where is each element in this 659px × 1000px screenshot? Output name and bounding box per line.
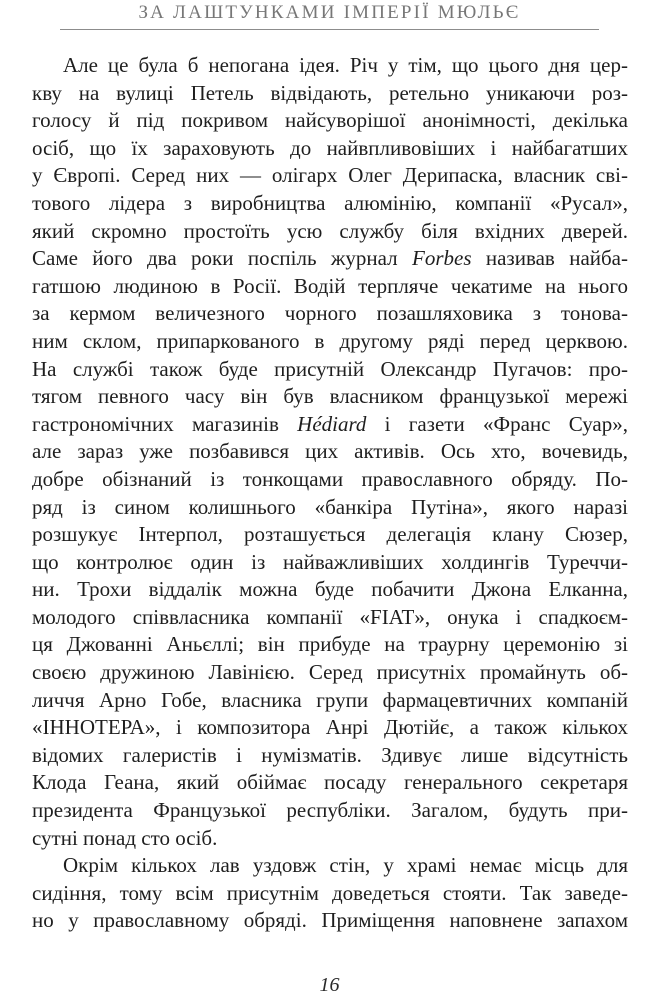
text-run: тягом певного часу він був власником французької мережі [32,384,628,409]
text-line [32,797,628,825]
text-line [32,576,628,604]
text-line [32,356,628,384]
text-line [32,494,628,522]
text-run: президента Французької республіки. Загалом, будуть при- [32,798,628,823]
text-run: своєю дружиною Лавінією. Серед присутніх промайнуть об- [32,660,628,685]
text-line [32,521,628,549]
text-run: добре обізнаний із тонкощами православного обряду. По- [32,466,628,491]
text-line [32,604,628,632]
text-line [32,549,628,577]
text-run: за кермом величезного чорного позашляховика з тонова- [32,301,628,326]
text-line [32,162,628,190]
text-run: кву на вулиці Петель відвідають, ретельно уникаючи роз- [32,80,628,105]
text-line [32,907,628,935]
text-run: Але це була б непогана ідея. Річ у тім, що цього дня цер- [63,53,628,77]
text-line [32,714,628,742]
text-line [32,245,628,273]
text-line [32,880,628,908]
text-run: ряд із сином колишнього «банкіра Путіна», якого наразі [32,494,628,519]
text-line [32,107,628,135]
text-run: Саме його два роки поспіль журнал [32,246,412,271]
text-run: гатшою людиною в Росії. Водій терпляче чекатиме на нього [32,273,628,298]
text-line [32,466,628,494]
text-run: молодого співвласника компанії «FIAT», онука і спадкоєм- [32,604,628,629]
text-line [32,218,628,246]
header-divider [60,29,599,30]
text-run: Клода Геана, який обіймає посаду генерального секретаря [32,770,628,795]
text-line [32,80,628,108]
text-line [32,687,628,715]
page-number: 16 [319,974,340,996]
text-run: називав найба- [471,246,628,271]
text-run: ця Джованні Аньєллі; він прибуде на траурну церемонію зі [32,632,628,657]
text-line [32,300,628,328]
italic-text-run: Forbes [412,246,472,271]
italic-text-run: Hédiard [297,411,367,436]
text-line [32,438,628,466]
text-line [32,659,628,687]
text-line [32,273,628,301]
text-run: який скромно простоїть усю службу біля вхідних дверей. [32,218,628,243]
text-line [32,852,628,880]
text-line [32,52,628,80]
paragraph [32,852,628,935]
text-run: тового лідера з виробництва алюмінію, компанії «Русал», [32,190,628,215]
body-text [32,52,628,935]
text-run: но у православному обряді. Приміщення наповнене запахом [32,908,628,933]
text-run: осіб, що їх зараховують до найвпливовіших і найбагатших [32,135,628,160]
text-run: ним склом, припаркованого в другому ряді перед церквою. [32,328,628,353]
text-run: голосу й під покривом найсуворішої анонімності, декілька [32,108,628,133]
text-line [32,411,628,439]
text-line [32,135,628,163]
text-run: і газети «Франс Суар», [366,411,628,436]
paragraph [32,52,628,852]
text-run: розшукує Інтерпол, розташується делегація клану Сюзер, [32,522,628,547]
text-line [32,383,628,411]
text-run: але зараз уже позбавився цих активів. Ось хто, вочевидь, [32,439,628,464]
text-line [32,742,628,770]
text-run: «ІННОТЕРА», і композитора Анрі Дютійє, а також кількох [32,715,628,740]
text-line [32,190,628,218]
text-run: На службі також буде присутній Олександр Пугачов: про- [32,356,628,381]
text-run: Окрім кількох лав уздовж стін, у храмі немає місць для [63,853,628,878]
text-line [32,328,628,356]
text-line [32,825,628,853]
running-header-title: ЗА ЛАШТУНКАМИ ІМПЕРІЇ МЮЛЬЄ [138,2,521,23]
text-run: сутні понад сто осіб. [32,825,218,850]
text-run: відомих галеристів і нумізматів. Здивує лише відсутність [32,742,628,767]
text-run: у Європі. Серед них — олігарх Олег Дерипаска, власник сві- [32,163,628,188]
text-run: сидіння, тому всім присутнім доведеться стояти. Так заведе- [32,880,628,905]
text-run: гастрономічних магазинів [32,411,298,436]
text-run: що контролює один із найважливіших холдингів Туреччи- [32,549,628,574]
text-line [32,769,628,797]
text-run: личчя Арно Гобе, власника групи фармацевтичних компаній [32,687,628,712]
text-run: ни. Трохи віддалік можна буде побачити Джона Елканна, [32,577,628,602]
text-line [32,631,628,659]
